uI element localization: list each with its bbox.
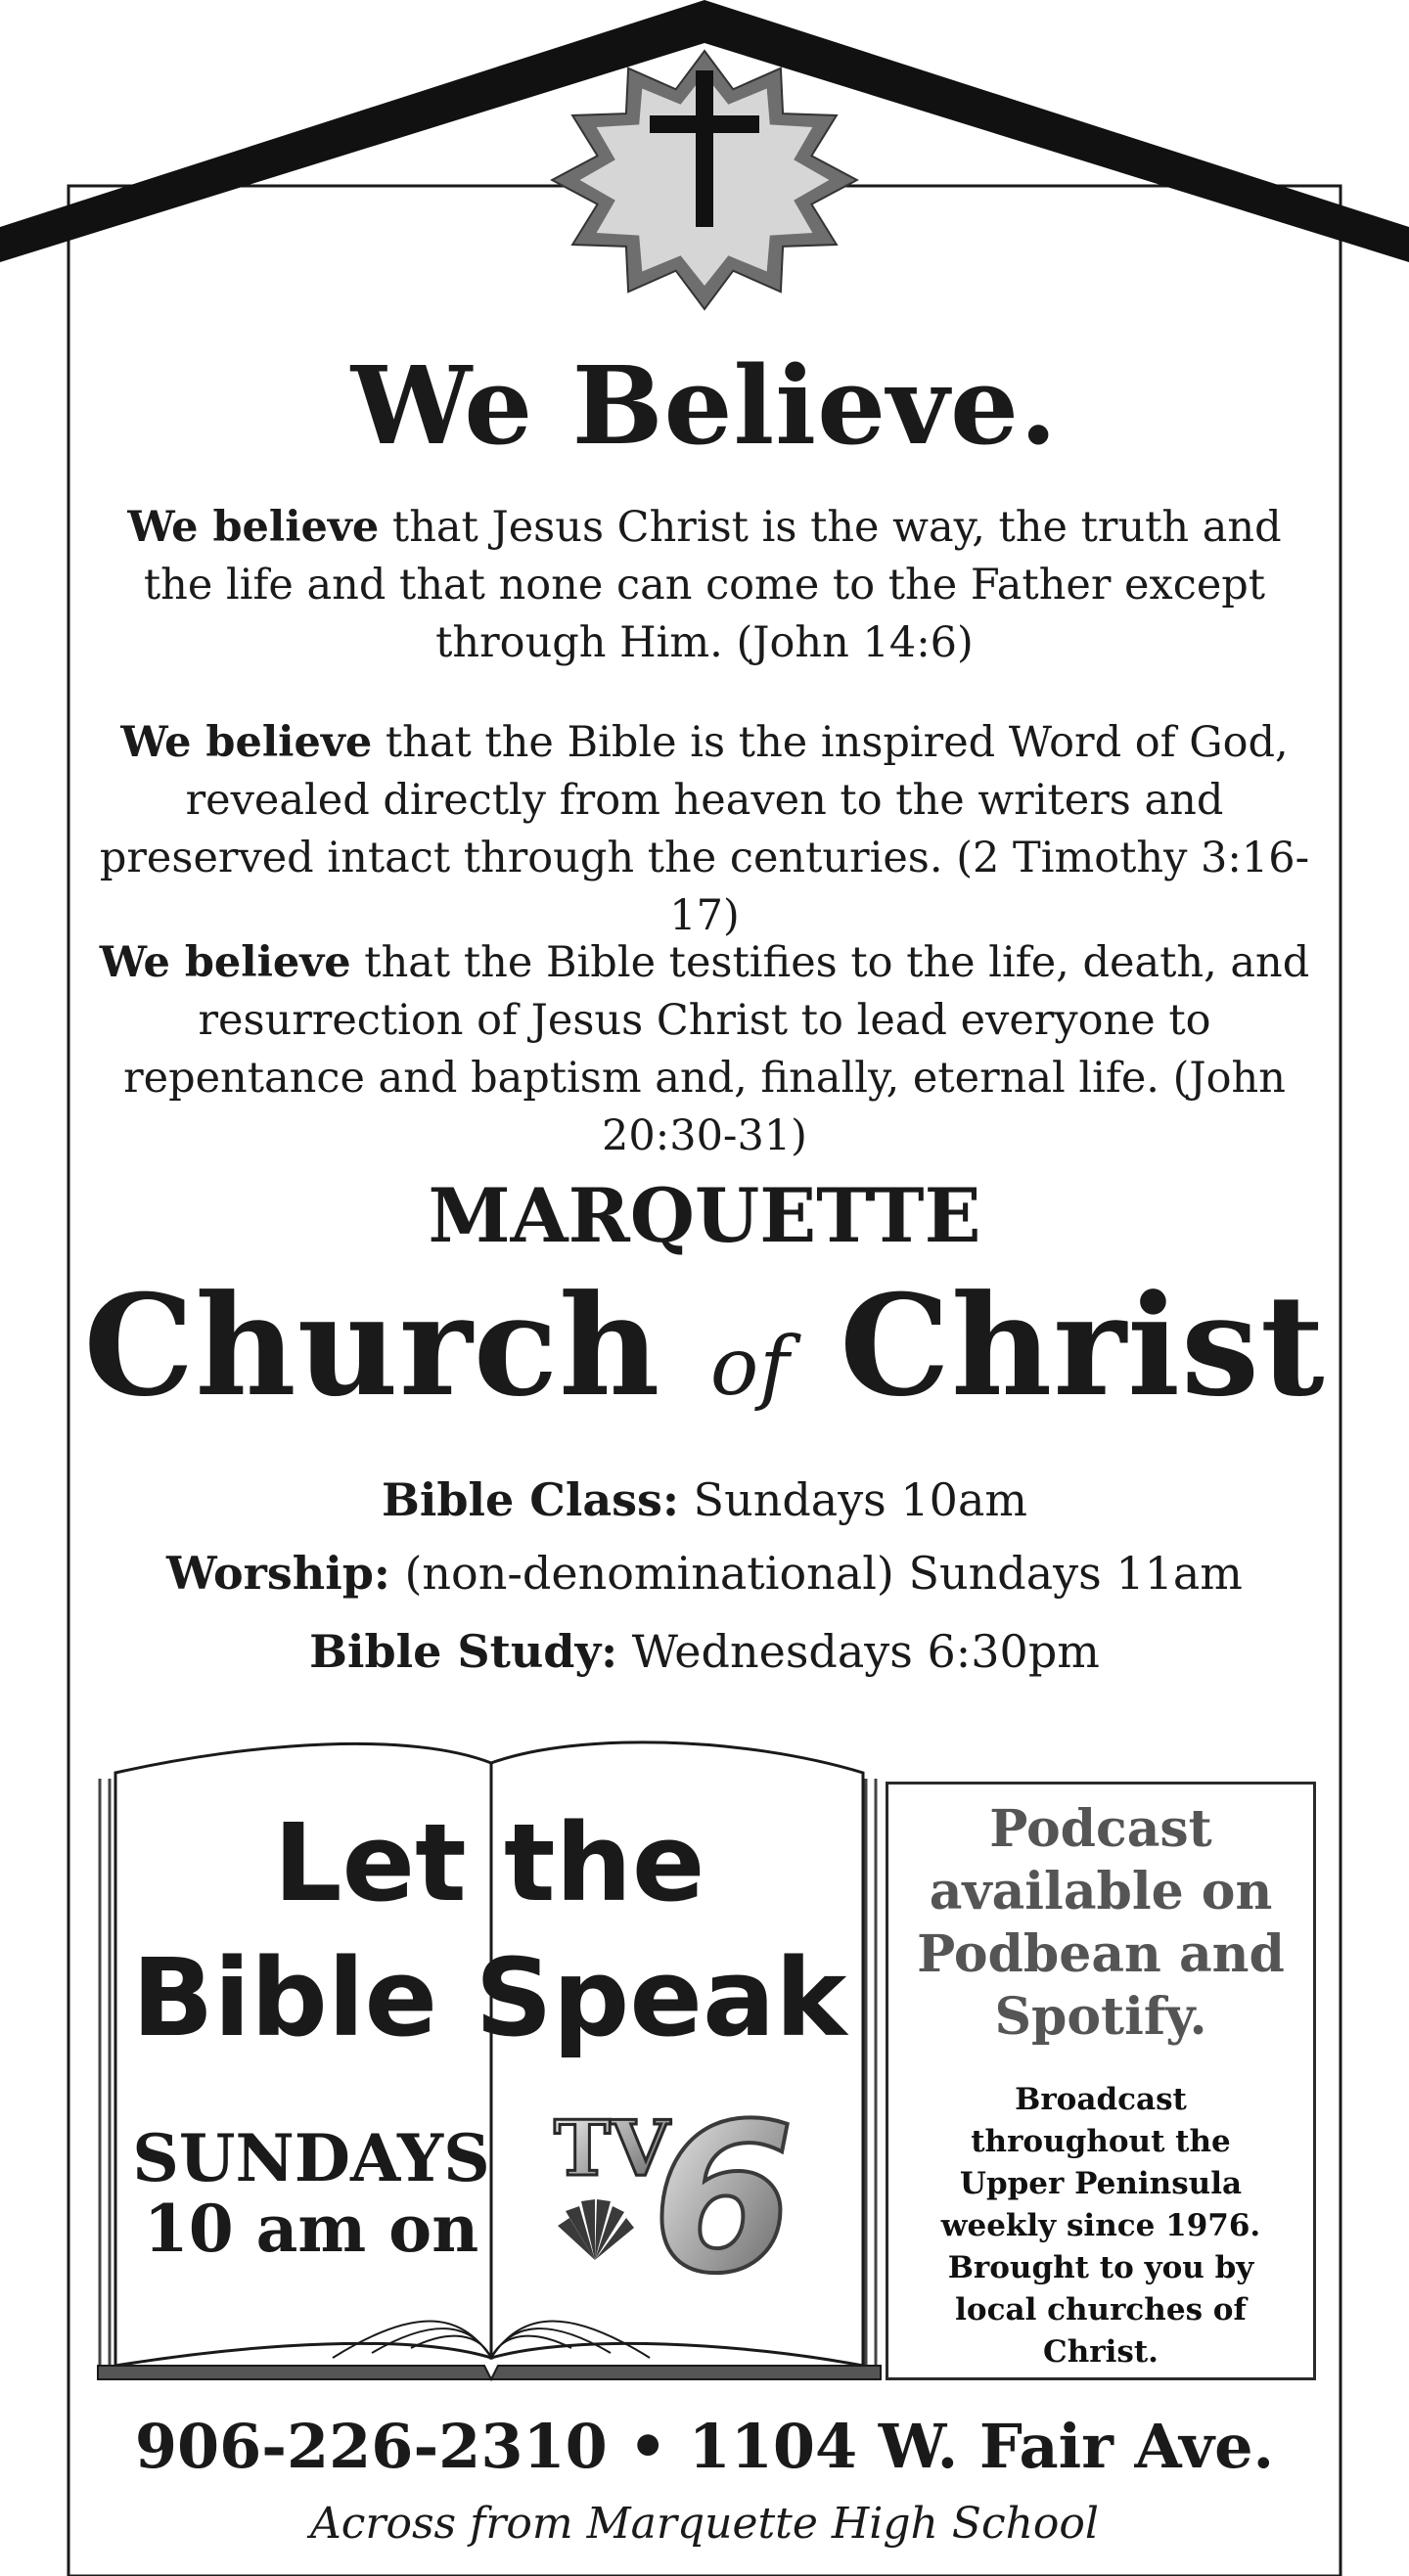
schedule-label: Worship: (166, 1547, 390, 1600)
location-note: Across from Marquette High School (310, 2499, 1099, 2549)
schedule-item (68, 1473, 1341, 1526)
belief-paragraph (108, 499, 1301, 672)
belief-text: that the Bible testifies to the life, death, and resurrection of Jesus Christ to lead everyone to repentance and baptism and, finally, eternal life. (John 20:30-31) (123, 938, 1310, 1160)
podcast-line: Podcast (989, 1799, 1212, 1859)
broadcast-line: Christ. (1043, 2334, 1159, 2370)
belief-lead: We believe (127, 503, 380, 552)
schedule-value: Sundays 10am (678, 1473, 1027, 1526)
church-name (68, 1265, 1341, 1427)
broadcast-line: Broadcast (1015, 2082, 1187, 2117)
church-city: MARQUETTE (428, 1172, 981, 1259)
podcast-line: Podbean and (917, 1924, 1285, 1984)
svg-text:TV: TV (554, 2104, 670, 2193)
headline: We Believe. (350, 342, 1059, 469)
tv-program-title-line: Bible Speak (131, 1935, 847, 2060)
schedule-value: (non-denominational) Sundays 11am (389, 1547, 1243, 1600)
podcast-line: Spotify. (994, 1987, 1207, 2047)
belief-text: that the Bible is the inspired Word of God, revealed directly from heaven to the writers and preserved intact through the centuries. (2 Timothy 3:16-17) (99, 718, 1310, 940)
contact-separator: • (607, 2411, 689, 2482)
belief-lead: We believe (99, 938, 351, 987)
belief-text: that Jesus Christ is the way, the truth and the life and that none can come to the Father except through Him. (John 14:6) (143, 503, 1282, 667)
broadcast-line: weekly since 1976. (940, 2208, 1261, 2243)
contact-line (68, 2411, 1341, 2482)
podcast-info (895, 1798, 1306, 2049)
belief-paragraph (93, 934, 1316, 1165)
street-address[interactable]: 1104 W. Fair Ave. (688, 2411, 1275, 2482)
phone-number[interactable]: 906-226-2310 (134, 2411, 608, 2482)
church-name-part2: Christ (840, 1265, 1326, 1427)
schedule-label: Bible Class: (381, 1473, 679, 1526)
belief-paragraph (93, 714, 1316, 945)
belief-lead: We believe (120, 718, 373, 767)
tv-program-time-line: SUNDAYS (132, 2120, 490, 2196)
broadcast-info (905, 2079, 1296, 2373)
church-name-part1: Church (83, 1265, 661, 1427)
tv-program-title-line: Let the (273, 1800, 705, 1925)
tv-program-title (127, 1795, 851, 2065)
schedule-label: Bible Study: (309, 1625, 618, 1678)
schedule-value: Wednesdays 6:30pm (617, 1625, 1100, 1678)
broadcast-line: local churches of (955, 2292, 1247, 2327)
tv-program-time (125, 2120, 497, 2267)
broadcast-line: Brought to you by (947, 2250, 1254, 2285)
broadcast-line: Upper Peninsula (959, 2166, 1243, 2201)
podcast-line: available on (929, 1862, 1273, 1921)
schedule-item (68, 1547, 1341, 1600)
tv6-logo (536, 2089, 830, 2284)
svg-text:6: 6 (652, 2089, 795, 2284)
broadcast-line: throughout the (971, 2124, 1231, 2159)
church-name-of: of (709, 1321, 791, 1414)
schedule-item (68, 1625, 1341, 1678)
tv-program-time-line: 10 am on (143, 2191, 479, 2267)
